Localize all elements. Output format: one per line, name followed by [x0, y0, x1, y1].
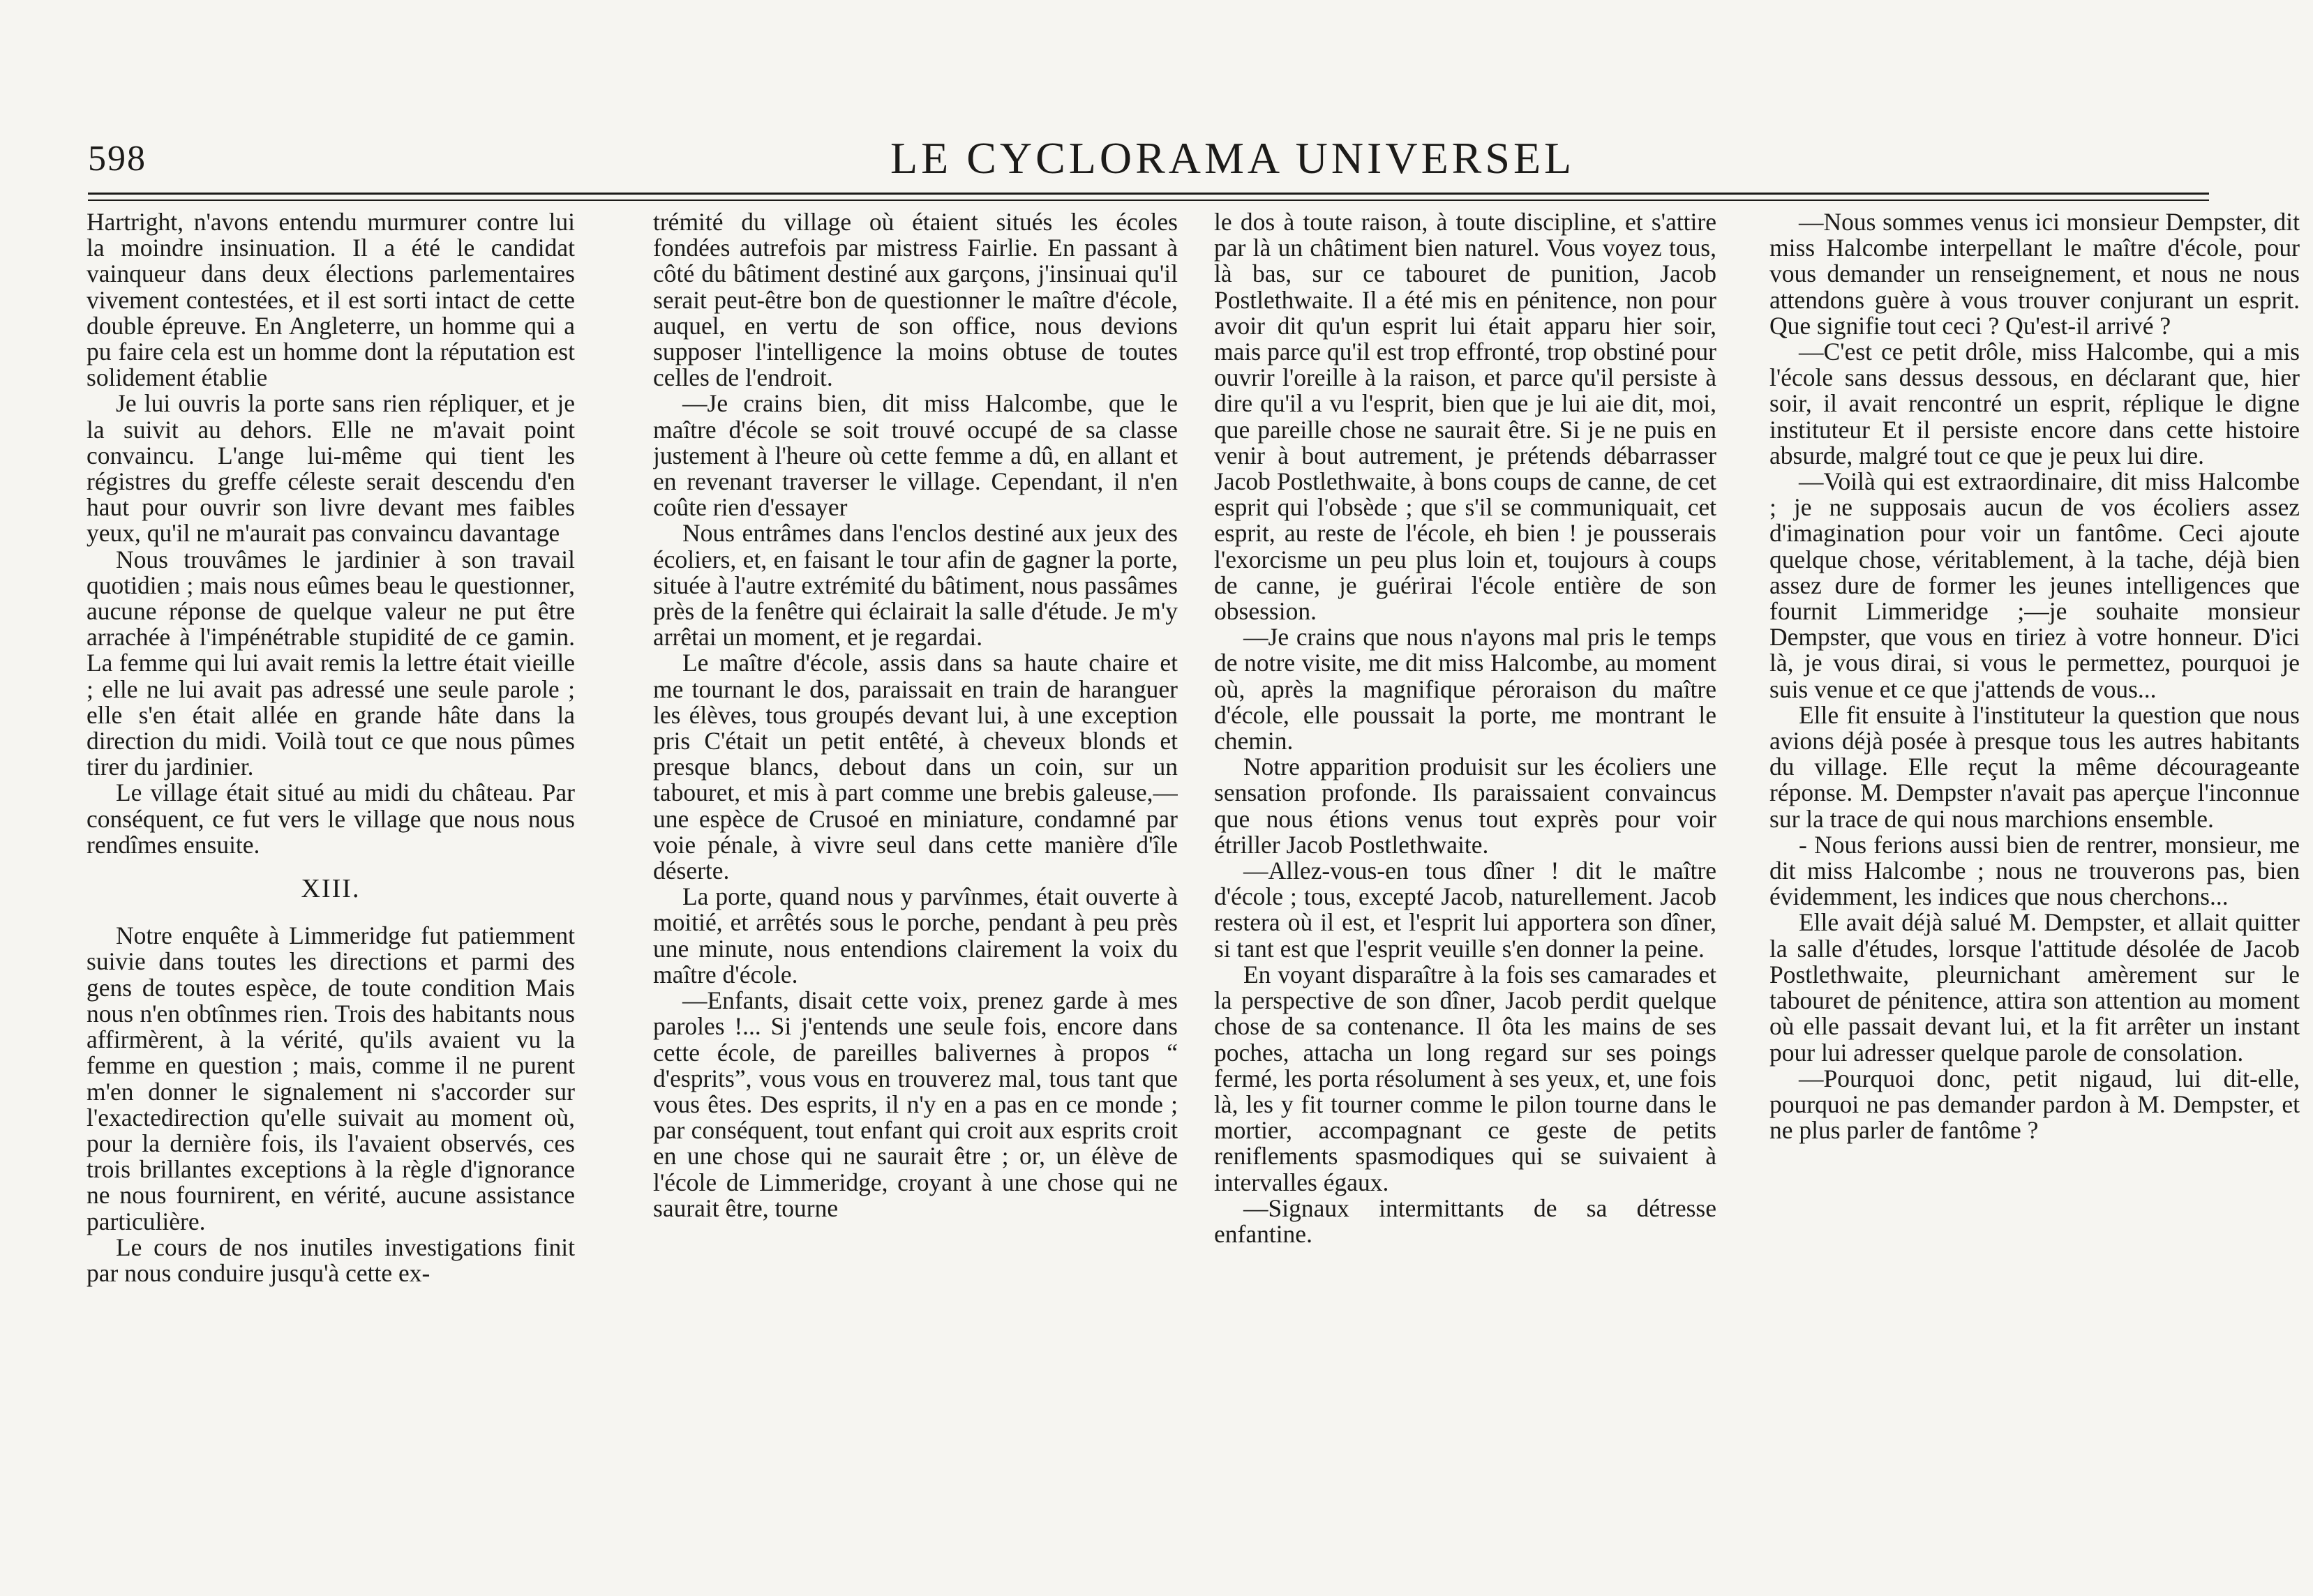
text-column-2: [653, 209, 1178, 1535]
paragraph: Le maître d'école, assis dans sa haute chaire et me tournant le dos, paraissait en train de haranguer les élèves, tous groupés devant lui, à une exception pris C'était un petit entêté, à cheveux blonds et presque blancs, debout dans un coin, sur un tabouret, et mis à part comme une brebis galeuse,—une espèce de Crusoé en miniature, condamné par voie pénale, à vivre seul dans cette manière d'île déserte.: [653, 649, 1178, 885]
paragraph: —Voilà qui est extraordinaire, dit miss Halcombe ; je ne supposais aucun de vos écoliers assez d'imagination pour voir un fantôme. Ceci ajoute quelque chose, véritablement, à la tache, déjà bien assez dure de former les jeunes intelligences que fournit Limmeridge ;—je souhaite monsieur Dempster, que vous en tiriez à votre honneur. D'ici là, je vous dirai, si vous le permettez, pourquoi je suis venue et ce que j'attends de vous...: [1769, 467, 2300, 703]
paragraph: La porte, quand nous y parvînmes, était ouverte à moitié, et arrêtés sous le porche, pendant à peu près une minute, nous entendions clairement la voix du maître d'école.: [653, 882, 1178, 988]
paragraph: —Je crains que nous n'ayons mal pris le temps de notre visite, me dit miss Halcombe, au moment où, après la magnifique péroraison du maître d'école, elle poussait la porte, me montrant le chemin.: [1214, 623, 1716, 755]
paragraph: Elle fit ensuite à l'instituteur la question que nous avions déjà posée à presque tous les autres habitants du village. Elle reçut la même décourageante réponse. M. Dempster n'avait pas aperçue l'inconnue sur la trace de qui nous marchions ensemble.: [1769, 700, 2300, 833]
page-header: [88, 130, 2209, 197]
paragraph: —Enfants, disait cette voix, prenez garde à mes paroles !... Si j'entends une seule fois, encore dans cette école, de pareilles balivernes à propos “ d'esprits”, vous vous en trouverez mal, tous tant que vous êtes. Des esprits, il n'y en a pas en ce monde ; par conséquent, tout enfant qui croit aux esprits croit en une chose qui ne saurait être ; or, un élève de l'école de Limmeridge, croyant à une chose qui ne saurait être, tourne: [653, 986, 1178, 1222]
paragraph: —C'est ce petit drôle, miss Halcombe, qui a mis l'école sans dessus dessous, en déclarant que, hier soir, il avait rencontré un esprit, réplique le digne instituteur Et il persiste encore dans cette histoire absurde, malgré tout ce que je peux lui dire.: [1769, 338, 2300, 469]
header-rule-thin: [88, 200, 2209, 201]
journal-title: LE CYCLORAMA UNIVERSEL: [890, 133, 1575, 183]
paragraph: Le cours de nos inutiles investigations finit par nous conduire jusqu'à cette ex-: [87, 1233, 575, 1287]
text-column-1: [87, 209, 575, 1535]
paragraph: —Je crains bien, dit miss Halcombe, que le maître d'école se soit trouvé occupé de sa classe justement à l'heure où cette femme a dû, en allant et en revenant traverser le village. Cependant, il n'en coûte rien d'essayer: [653, 389, 1178, 522]
paragraph: —Allez-vous-en tous dîner ! dit le maître d'école ; tous, excepté Jacob, naturellement. Jacob restera où il est, et l'esprit lui apportera son dîner, si tant est que l'esprit veuille s'en donner la peine.: [1214, 857, 1716, 963]
paragraph: Je lui ouvris la porte sans rien répliquer, et je la suivit au dehors. Elle ne m'avait point convaincu. L'ange lui-même qui tient les régistres du greffe céleste serait descendu d'en haut pour ouvrir son livre devant mes faibles yeux, qu'il ne m'aurait pas convaincu davantage: [87, 389, 575, 548]
paragraph: Nous entrâmes dans l'enclos destiné aux jeux des écoliers, et, en faisant le tour afin de gagner la porte, située à l'autre extrémité du bâtiment, nous passâmes près de la fenêtre qui éclairait la salle d'étude. Je m'y arrêtai un moment, et je regardai.: [653, 519, 1178, 652]
paragraph: Nous trouvâmes le jardinier à son travail quotidien ; mais nous eûmes beau le questionner, aucune réponse de quelque valeur ne put être arrachée à l'impénétrable stupidité de ce gamin. La femme qui lui avait remis la lettre était vieille ; elle ne lui avait pas adressé une seule parole ; elle s'en était allée en grande hâte dans la direction du midi. Voilà tout ce que nous pûmes tirer du jardinier.: [87, 545, 575, 781]
paragraph: le dos à toute raison, à toute discipline, et s'attire par là un châtiment bien naturel. Vous voyez tous, là bas, sur ce tabouret de punition, Jacob Postlethwaite. Il a été mis en pénitence, non pour avoir dit qu'un esprit lui était apparu hier soir, mais parce qu'il est trop effronté, trop obstiné pour ouvrir l'oreille à la raison, et parce qu'il persiste à dire qu'il a vu l'esprit, bien que je lui aie dit, moi, que pareille chose ne saurait être. Si je ne puis en venir à bout autrement, je prétends débarrasser Jacob Postlethwaite, à bons coups de canne, de cet esprit qui l'obsède ; que s'il se communiquait, cet esprit, au reste de l'école, eh bien ! je pousserais l'exorcisme un peu plus loin et, toujours à coups de canne, je guérirai l'école entière de son obsession.: [1214, 209, 1716, 626]
paragraph: - Nous ferions aussi bien de rentrer, monsieur, me dit miss Halcombe ; nous ne trouverons pas, bien évidemment, les indices que nous cherchons...: [1769, 830, 2300, 911]
paragraph: —Nous sommes venus ici monsieur Dempster, dit miss Halcombe interpellant le maître d'école, pour vous demander un renseignement, et nous ne nous attendons guère à vous trouver conjurant un esprit. Que signifie tout ceci ? Qu'est-il arrivé ?: [1769, 209, 2300, 340]
text-column-4: [1769, 209, 2300, 1535]
paragraph: Notre apparition produisit sur les écoliers une sensation profonde. Ils paraissaient convaincus que nous étions venus tout exprès pour voir étriller Jacob Postlethwaite.: [1214, 753, 1716, 859]
chapter-heading: XIII.: [301, 874, 361, 904]
paragraph: —Signaux intermittants de sa détresse enfantine.: [1214, 1194, 1716, 1248]
header-rule: [88, 193, 2209, 195]
paragraph: Hartright, n'avons entendu murmurer contre lui la moindre insinuation. Il a été le candidat vainqueur dans deux élections parlementaires vivement contestées, et il est sorti intact de cette double épreuve. En Angleterre, un homme qui a pu faire cela est un homme dont la réputation est solidement établie: [87, 209, 575, 392]
paragraph: Elle avait déjà salué M. Dempster, et allait quitter la salle d'études, lorsque l'attitude désolée de Jacob Postlethwaite, pleurnichant amèrement sur le tabouret de pénitence, attira son attention au moment où elle passait devant lui, et la fit arrêter un instant pour lui adresser quelque parole de consolation.: [1769, 908, 2300, 1067]
paragraph: Notre enquête à Limmeridge fut patiemment suivie dans toutes les directions et parmi des gens de toutes espèce, de toute condition Mais nous n'en obtînmes rien. Trois des habitants nous affirmèrent, à la vérité, qu'ils avaient vu la femme en question ; mais, comme il ne purent m'en donner le signalement ni s'accorder sur l'exactedirection qu'elle suivait au moment où, pour la dernière fois, ils l'avaient observés, ces trois brillantes exceptions à la règle d'ignorance ne nous fournirent, en vérité, aucune assistance particulière.: [87, 921, 575, 1235]
page-number: 598: [88, 139, 147, 179]
text-column-3: [1214, 209, 1716, 1535]
paragraph: trémité du village où étaient situés les écoles fondées autrefois par mistress Fairlie. En passant à côté du bâtiment destiné aux garçons, j'insinuai qu'il serait peut-être bon de questionner le maître d'école, auquel, en vertu de son office, nous devions supposer l'intelligence la moins obtuse de toutes celles de l'endroit.: [653, 209, 1178, 392]
paragraph: —Pourquoi donc, petit nigaud, lui dit-elle, pourquoi ne pas demander pardon à M. Dempster, et ne plus parler de fantôme ?: [1769, 1064, 2300, 1145]
paragraph: Le village était situé au midi du château. Par conséquent, ce fut vers le village que nous nous rendîmes ensuite.: [87, 778, 575, 859]
paragraph: En voyant disparaître à la fois ses camarades et la perspective de son dîner, Jacob perdit quelque chose de sa contenance. Il ôta les mains de ses poches, attacha un long regard sur ses poings fermé, les porta résolument à ses yeux, et, une fois là, les y fit tourner comme le pilon tourne dans le mortier, accompagnant ce geste de petits reniflements spasmodiques qui se suivaient à intervalles égaux.: [1214, 960, 1716, 1196]
